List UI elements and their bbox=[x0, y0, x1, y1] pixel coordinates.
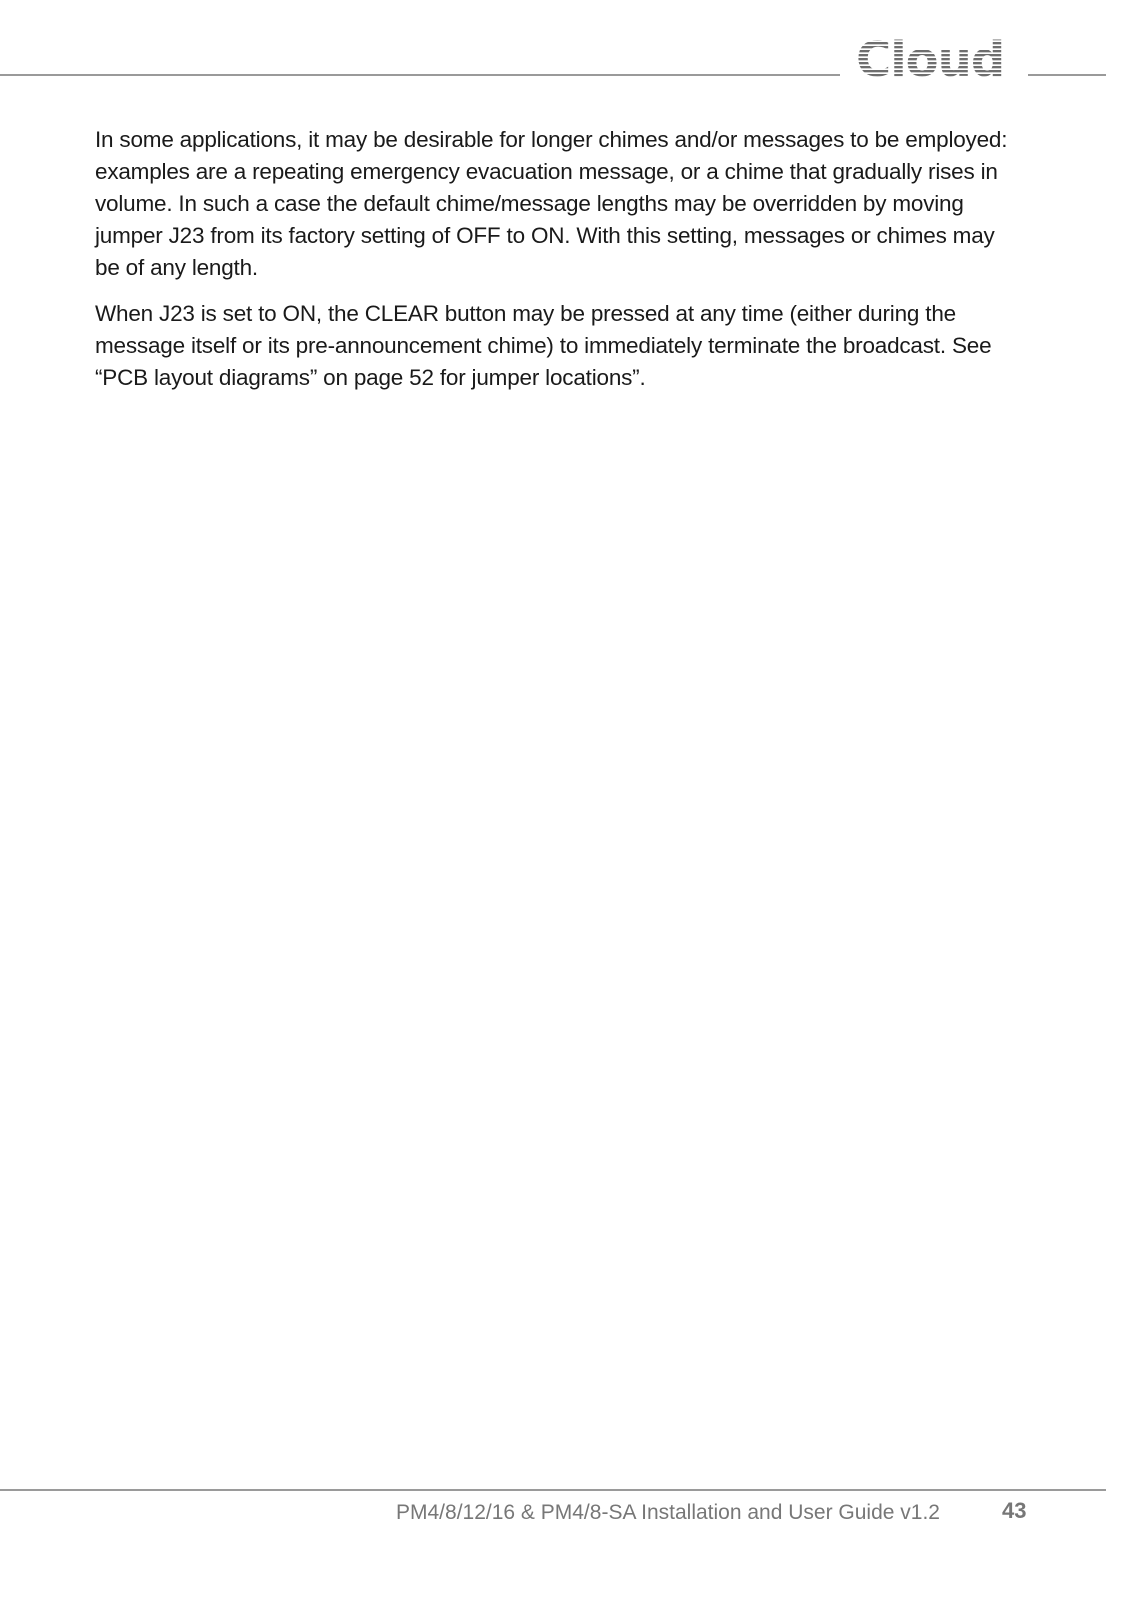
body-content bbox=[95, 124, 1025, 408]
paragraph-long-chimes: In some applications, it may be desirable for longer chimes and/or messages to be employed: examples are a repeating emergency evacuation message, or a chime that gradually rises in volume. In such a case the default chime/message lengths may be overridden by moving jumper J23 from its factory setting of OFF to ON. With this setting, messages or chimes may be of any length. bbox=[95, 127, 1008, 280]
page-number: 43 bbox=[1002, 1498, 1027, 1523]
header-rule-left bbox=[0, 74, 840, 76]
cloud-logo bbox=[852, 30, 1012, 82]
logo-text: Cloud bbox=[856, 32, 1005, 82]
paragraph-clear-button: When J23 is set to ON, the CLEAR button may be pressed at any time (either during the message itself or its pre-announcement chime) to immediately terminate the broadcast. See “PCB layout diagrams” on page 52 for jumper locations”. bbox=[95, 301, 992, 390]
footer-guide-title: PM4/8/12/16 & PM4/8-SA Installation and User Guide v1.2 bbox=[396, 1501, 940, 1524]
header-rule-right bbox=[1028, 74, 1106, 76]
footer-rule bbox=[0, 1489, 1106, 1491]
